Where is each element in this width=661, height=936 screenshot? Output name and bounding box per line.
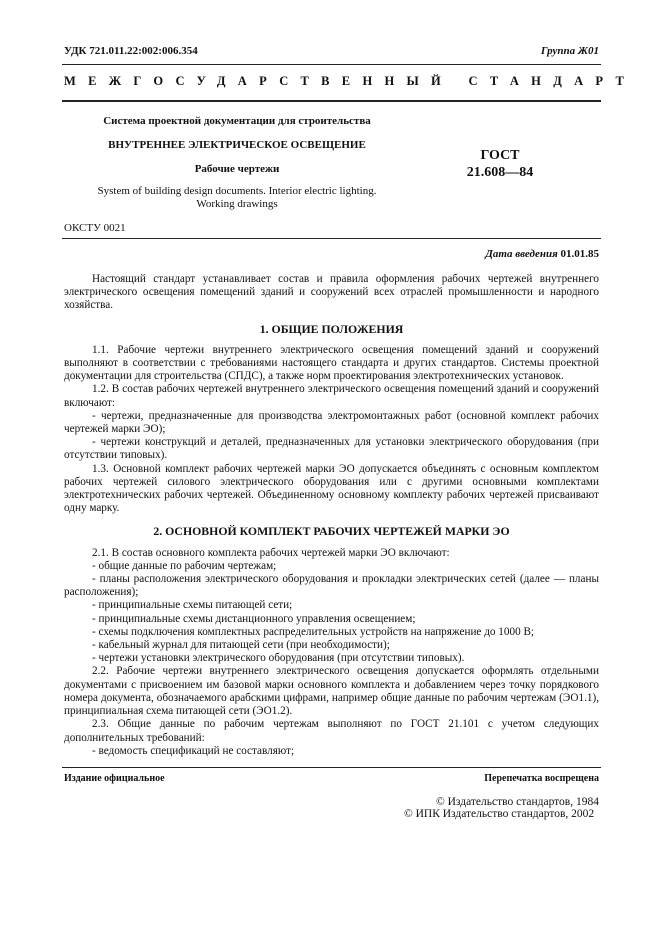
clause-2-1-item: - чертежи установки электрического оборудования (при отсутствии типовых). bbox=[92, 652, 465, 665]
english-title bbox=[62, 185, 412, 211]
okstu-code: ОКСТУ 0021 bbox=[64, 222, 126, 234]
gost-designation bbox=[440, 147, 560, 181]
section-1-heading: 1. ОБЩИЕ ПОЛОЖЕНИЯ bbox=[259, 321, 404, 336]
document-title: ВНУТРЕННЕЕ ЭЛЕКТРИЧЕСКОЕ ОСВЕЩЕНИЕ bbox=[108, 139, 366, 151]
clause-1-1: 1.1. Рабочие чертежи внутреннего электрического освещения помещений зданий и сооружений выполняют в соответствии с требованиями настоящего стандарта и других стандартов. Системы проектной документации для строительства (СПДС), а также норм проектирования электротехнических установок. bbox=[64, 343, 599, 383]
reprint-prohibited: Перепечатка воспрещена bbox=[484, 773, 599, 784]
banner-rule bbox=[62, 100, 601, 102]
clause-2-1-item: - планы расположения электрического оборудования и прокладки электрических сетей (далее — планы расположения); bbox=[64, 573, 599, 599]
clause-2-1-item: - принципиальные схемы дистанционного управления освещением; bbox=[92, 612, 416, 625]
clause-2-3: 2.3. Общие данные по рабочим чертежам выполняют по ГОСТ 21.101 с учетом следующих дополнительных требований: bbox=[64, 718, 599, 744]
group-code: Группа Ж01 bbox=[540, 45, 599, 57]
gost-number: 21.608—84 bbox=[466, 165, 534, 180]
clause-1-2-item-2: - чертежи конструкций и деталей, предназначенных для установки электрического оборудования (при отсутствии типовых). bbox=[64, 436, 599, 462]
english-title-line1: System of building design documents. Interior electric lighting. bbox=[97, 185, 377, 197]
document-body bbox=[64, 273, 599, 758]
clause-2-1-item: - общие данные по рабочим чертежам; bbox=[92, 559, 277, 572]
clause-2-1-item: - кабельный журнал для питающей сети (при необходимости); bbox=[92, 639, 390, 652]
standard-banner: МЕЖГОСУДАРСТВЕННЫЙ СТАНДАРТ bbox=[64, 74, 637, 88]
intro-paragraph: Настоящий стандарт устанавливает состав и правила оформления рабочих чертежей внутреннего электрического освещения помещений зданий и сооружений всех отраслей промышленности и народного хозяйства. bbox=[64, 273, 599, 312]
intro-date-label: Дата введения bbox=[485, 248, 558, 260]
clause-2-3-item: - ведомость спецификаций не составляют; bbox=[92, 744, 295, 757]
header-rule bbox=[62, 64, 601, 65]
clause-2-1-item: - схемы подключения комплектных распределительных устройств на напряжение до 1000 В; bbox=[92, 625, 535, 638]
copyright-block bbox=[404, 796, 599, 820]
gost-label: ГОСТ bbox=[480, 148, 520, 163]
clause-1-2: 1.2. В состав рабочих чертежей внутреннего электрического освещения помещений зданий и сооружений включают: bbox=[64, 383, 599, 409]
system-title: Система проектной документации для строительства bbox=[103, 115, 371, 127]
copyright-2002: © ИПК Издательство стандартов, 2002 bbox=[403, 808, 595, 820]
clause-2-2: 2.2. Рабочие чертежи внутреннего электрического освещения допускается оформлять отдельными документами с присвоением им базовой марки основного комплекта и добавлением через точку порядкового номера документа, обозначаемого арабскими цифрами, например общие данные по рабочим чертежам (ЭО1.1), принципиальная схема питающей сети (ЭО1.2). bbox=[64, 665, 599, 718]
document-subtitle: Рабочие чертежи bbox=[194, 163, 280, 175]
clause-1-2-item-1: - чертежи, предназначенные для производства электромонтажных работ (основной комплект рабочих чертежей марки ЭО); bbox=[64, 409, 599, 436]
footer-rule bbox=[62, 767, 601, 768]
official-edition: Издание официальное bbox=[64, 773, 165, 784]
okstu-rule bbox=[62, 238, 601, 239]
clause-2-1-item: - принципиальные схемы питающей сети; bbox=[92, 599, 293, 612]
intro-date-value: 01.01.85 bbox=[560, 248, 599, 260]
clause-1-3: 1.3. Основной комплект рабочих чертежей марки ЭО допускается объединять с основным комплектом рабочих чертежей силового электрического оборудования или с другими основными комплектами электротехнических рабочих чертежей. Объединенному основному комплекту рабочих чертежей присваивают одну марку. bbox=[64, 462, 599, 515]
copyright-1984: © Издательство стандартов, 1984 bbox=[435, 796, 599, 808]
clause-2-1: 2.1. В состав основного комплекта рабочих чертежей марки ЭО включают: bbox=[92, 546, 450, 559]
intro-date bbox=[485, 248, 599, 260]
section-2-heading: 2. ОСНОВНОЙ КОМПЛЕКТ РАБОЧИХ ЧЕРТЕЖЕЙ МАРКИ ЭО bbox=[153, 524, 510, 539]
udk-code: УДК 721.011.22:002:006.354 bbox=[64, 45, 198, 57]
english-title-line2: Working drawings bbox=[196, 198, 278, 210]
